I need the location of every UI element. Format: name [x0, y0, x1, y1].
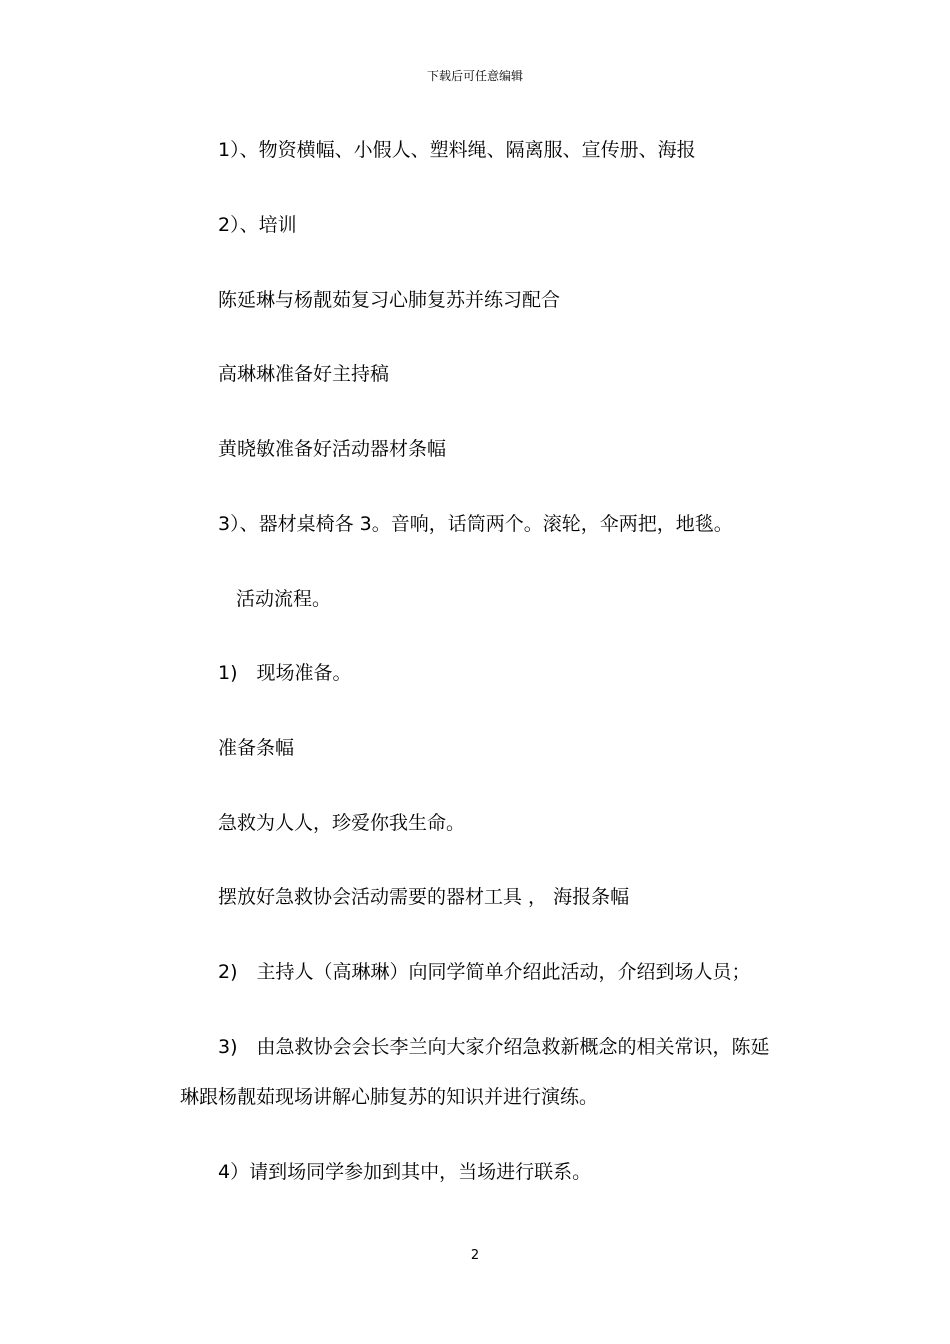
text-line: 2）、培训: [218, 214, 297, 236]
text-line: 准备条幅: [218, 737, 295, 759]
text-line: 3) 由急救协会会长李兰向大家介绍急救新概念的相关常识，陈延: [218, 1036, 770, 1058]
text-line: 陈延琳与杨靓茹复习心肺复苏并练习配合: [218, 289, 561, 311]
section-heading: 活动流程。: [236, 588, 332, 610]
text-line: 高琳琳准备好主持稿: [218, 363, 390, 385]
text-line: 1) 现场准备。: [218, 662, 352, 684]
page-header: 下载后可任意编辑: [426, 69, 523, 83]
text-line: 黄晓敏准备好活动器材条幅: [218, 438, 447, 460]
page-number: 2: [470, 1248, 480, 1263]
text-line: 4）请到场同学参加到其中，当场进行联系。: [218, 1161, 592, 1183]
text-line: 3）、器材桌椅各 3。音响，话筒两个。滚轮，伞两把，地毯。: [218, 513, 733, 535]
text-line: 1）、物资横幅、小假人、塑料绳、隔离服、宣传册、海报: [218, 139, 696, 161]
text-line: 2) 主持人（高琳琳）向同学简单介绍此活动，介绍到场人员；: [218, 961, 751, 983]
text-line: 急救为人人，珍爱你我生命。: [218, 812, 466, 834]
text-line-continuation: 琳跟杨靓茹现场讲解心肺复苏的知识并进行演练。: [180, 1086, 599, 1108]
text-line: 摆放好急救协会活动需要的器材工具 ， 海报条幅: [218, 886, 630, 908]
